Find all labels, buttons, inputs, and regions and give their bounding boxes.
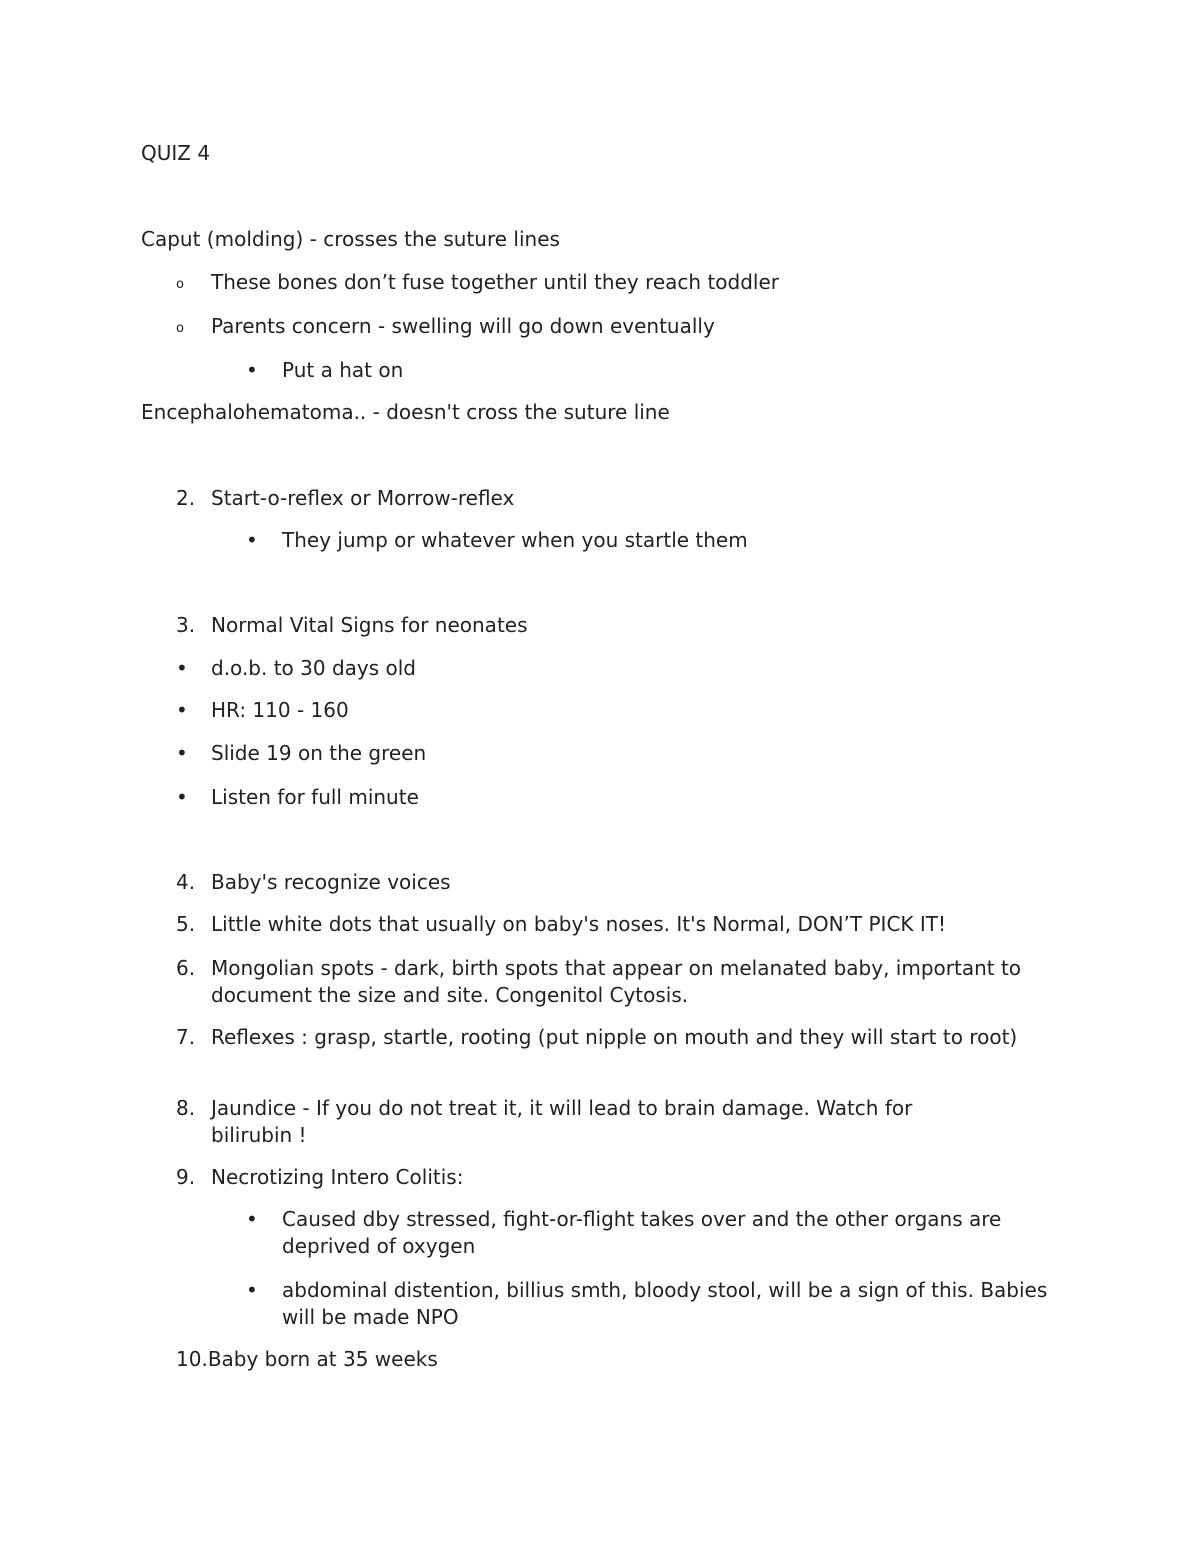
bullet-icon: • — [246, 528, 258, 552]
bullet-icon: • — [176, 656, 188, 680]
list-sub-item: Slide 19 on the green — [211, 741, 427, 765]
bullet-icon: • — [176, 741, 188, 765]
bullet-icon: • — [246, 1278, 258, 1302]
list-item: Reflexes : grasp, startle, rooting (put nipple on mouth and they will start to root) — [211, 1025, 1018, 1049]
list-sub-item: d.o.b. to 30 days old — [211, 656, 416, 680]
list-item: Normal Vital Signs for neonates — [211, 613, 528, 637]
list-number: 4. — [176, 870, 196, 894]
encephalo-heading: Encephalohematoma.. - doesn't cross the suture line — [141, 400, 670, 424]
list-number: 7. — [176, 1025, 196, 1049]
bullet-icon: • — [176, 698, 188, 722]
list-number: 6. — [176, 956, 196, 980]
list-item: Little white dots that usually on baby's noses. It's Normal, DON’T PICK IT! — [211, 912, 947, 936]
bullet-icon: • — [246, 1207, 258, 1231]
list-number: 10. — [176, 1347, 208, 1371]
list-item — [176, 1346, 438, 1373]
list-number: 2. — [176, 486, 196, 510]
circle-bullet-icon: o — [176, 321, 184, 336]
list-item-text: Baby born at 35 weeks — [207, 1347, 438, 1371]
list-number: 9. — [176, 1165, 196, 1189]
list-item: Mongolian spots - dark, birth spots that appear on melanated baby, important to document the size and site. Congenitol Cytosis. — [211, 956, 1022, 1007]
list-sub-item: Listen for full minute — [211, 785, 419, 809]
list-item: Necrotizing Intero Colitis: — [211, 1165, 464, 1189]
bullet-icon: • — [176, 785, 188, 809]
caput-sub-item: These bones don’t fuse together until they reach toddler — [211, 270, 780, 294]
list-sub-item: abdominal distention, billius smth, bloody stool, will be a sign of this. Babies will be made NPO — [282, 1278, 1048, 1329]
list-item: Start-o-reflex or Morrow-reflex — [211, 486, 515, 510]
caput-sub-item: Parents concern - swelling will go down eventually — [211, 314, 715, 338]
list-number: 8. — [176, 1096, 196, 1120]
circle-bullet-icon: o — [176, 277, 184, 292]
list-sub-item: Caused dby stressed, fight-or-flight takes over and the other organs are deprived of oxygen — [282, 1207, 1002, 1258]
list-item: Baby's recognize voices — [211, 870, 451, 894]
page-title: QUIZ 4 — [141, 141, 211, 165]
list-number: 3. — [176, 613, 196, 637]
list-sub-item: HR: 110 - 160 — [211, 698, 349, 722]
bullet-icon: • — [246, 358, 258, 382]
list-number: 5. — [176, 912, 196, 936]
caput-heading: Caput (molding) - crosses the suture lines — [141, 227, 560, 251]
caput-subsub-item: Put a hat on — [282, 358, 404, 382]
list-sub-item: They jump or whatever when you startle them — [282, 528, 748, 552]
list-item: Jaundice - If you do not treat it, it will lead to brain damage. Watch for bilirubin ! — [211, 1096, 913, 1147]
